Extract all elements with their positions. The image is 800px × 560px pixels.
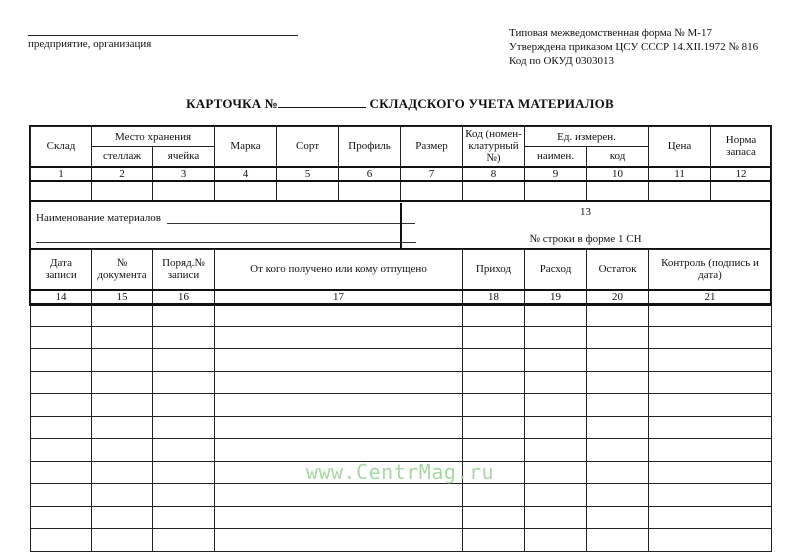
ledger-cell[interactable] [525, 304, 587, 327]
ledger-cell[interactable] [215, 371, 463, 394]
ledger-cell[interactable] [92, 304, 153, 327]
form-approval-line: Утверждена приказом ЦСУ СССР 14.XII.1972 № 816 [509, 41, 759, 53]
ledger-cell[interactable] [153, 326, 215, 349]
ledger-cell[interactable] [92, 439, 153, 462]
ledger-cell[interactable] [153, 371, 215, 394]
column-number: 12 [711, 167, 772, 181]
ledger-cell[interactable] [463, 326, 525, 349]
ledger-cell[interactable] [31, 304, 92, 327]
column-number: 20 [587, 290, 649, 304]
material-name-block[interactable] [30, 203, 400, 248]
entry-cell[interactable] [339, 181, 401, 201]
entry-cell[interactable] [92, 181, 153, 201]
card-title-suffix: СКЛАДСКОГО УЧЕТА МАТЕРИАЛОВ [369, 96, 614, 111]
ledger-cell[interactable] [153, 304, 215, 327]
ledger-cell[interactable] [525, 439, 587, 462]
column-number: 14 [31, 290, 92, 304]
ledger-cell[interactable] [215, 326, 463, 349]
ledger-cell[interactable] [587, 529, 649, 552]
material-name-label: Наименование материалов [36, 212, 162, 224]
ledger-cell[interactable] [649, 371, 772, 394]
card-title [0, 96, 800, 112]
ledger-cell[interactable] [463, 349, 525, 372]
ledger-row [31, 506, 772, 529]
ledger-cell[interactable] [587, 326, 649, 349]
column-number: 19 [525, 290, 587, 304]
ledger-row [31, 416, 772, 439]
entry-cell[interactable] [215, 181, 277, 201]
ledger-cell[interactable] [525, 349, 587, 372]
ledger-cell[interactable] [587, 506, 649, 529]
ledger-cell[interactable] [215, 394, 463, 417]
header-grade: Сорт [277, 127, 339, 167]
ledger-cell[interactable] [649, 394, 772, 417]
ledger-cell[interactable] [649, 304, 772, 327]
ledger-cell[interactable] [92, 529, 153, 552]
ledger-cell[interactable] [31, 529, 92, 552]
ledger-cell[interactable] [463, 439, 525, 462]
ledger-cell[interactable] [587, 304, 649, 327]
ledger-cell[interactable] [153, 439, 215, 462]
column-number: 17 [215, 290, 463, 304]
ledger-cell[interactable] [31, 506, 92, 529]
entry-cell[interactable] [525, 181, 587, 201]
ledger-cell[interactable] [649, 439, 772, 462]
sn-row-label: № строки в форме 1 СН [529, 233, 642, 245]
ledger-cell[interactable] [215, 349, 463, 372]
watermark: www.CentrMag.ru [305, 460, 495, 484]
ledger-row [31, 439, 772, 462]
ledger-row [31, 394, 772, 417]
ledger-cell[interactable] [463, 484, 525, 507]
ledger-cell[interactable] [153, 506, 215, 529]
ledger-cell[interactable] [525, 371, 587, 394]
column-number: 16 [153, 290, 215, 304]
ledger-cell[interactable] [587, 394, 649, 417]
ledger-row [31, 529, 772, 552]
header-control: Контроль (подпись и дата) [649, 250, 772, 290]
entry-cell[interactable] [31, 181, 92, 201]
column-13-number: 13 [580, 206, 591, 218]
ledger-cell[interactable] [587, 349, 649, 372]
ledger-cell[interactable] [463, 416, 525, 439]
ledger-cell[interactable] [215, 484, 463, 507]
ledger-cell[interactable] [31, 349, 92, 372]
ledger-row [31, 349, 772, 372]
ledger-cell[interactable] [649, 484, 772, 507]
column-number: 15 [92, 290, 153, 304]
ledger-cell[interactable] [92, 416, 153, 439]
header-from-to: От кого получено или кому отпущено [215, 250, 463, 290]
ledger-cell[interactable] [215, 304, 463, 327]
entry-cell[interactable] [649, 181, 711, 201]
ledger-cell[interactable] [215, 529, 463, 552]
ledger-cell[interactable] [153, 484, 215, 507]
ledger-cell[interactable] [31, 484, 92, 507]
column-number: 1 [31, 167, 92, 181]
entry-cell[interactable] [587, 181, 649, 201]
ledger-cell[interactable] [587, 371, 649, 394]
ledger-cell[interactable] [92, 506, 153, 529]
header-brand: Марка [215, 127, 277, 167]
header-expense: Расход [525, 250, 587, 290]
ledger-row [31, 326, 772, 349]
header-unit-code: код [587, 147, 649, 167]
ledger-cell[interactable] [649, 349, 772, 372]
material-name-line-2 [36, 242, 416, 243]
column-number: 18 [463, 290, 525, 304]
entry-cell[interactable] [463, 181, 525, 201]
header-profile: Профиль [339, 127, 401, 167]
header-record-date: Дата записи [31, 250, 92, 290]
ledger-row [31, 371, 772, 394]
entry-cell[interactable] [711, 181, 772, 201]
ledger-cell[interactable] [525, 416, 587, 439]
material-name-line [167, 223, 415, 224]
organization-line [28, 35, 298, 36]
ledger-cell[interactable] [215, 506, 463, 529]
header-record-seq: Поряд.№ записи [153, 250, 215, 290]
entry-cell[interactable] [277, 181, 339, 201]
ledger-cell[interactable] [525, 394, 587, 417]
top-table [30, 126, 772, 202]
header-document-number: № документа [92, 250, 153, 290]
ledger-cell[interactable] [587, 484, 649, 507]
form-info [509, 26, 758, 68]
header-balance: Остаток [587, 250, 649, 290]
ledger-cell[interactable] [215, 439, 463, 462]
ledger-cell[interactable] [587, 439, 649, 462]
header-price: Цена [649, 127, 711, 167]
header-warehouse: Склад [31, 127, 92, 167]
ledger-cell[interactable] [92, 349, 153, 372]
ledger-table [30, 249, 772, 552]
sn-row-block[interactable] [401, 203, 770, 248]
ledger-row [31, 304, 772, 327]
column-number: 9 [525, 167, 587, 181]
ledger-cell[interactable] [587, 416, 649, 439]
column-number: 3 [153, 167, 215, 181]
ledger-cell[interactable] [92, 326, 153, 349]
column-number: 8 [463, 167, 525, 181]
ledger-cell[interactable] [31, 326, 92, 349]
ledger-cell[interactable] [153, 394, 215, 417]
ledger-cell[interactable] [153, 529, 215, 552]
column-number: 5 [277, 167, 339, 181]
ledger-cell[interactable] [463, 506, 525, 529]
ledger-cell[interactable] [525, 484, 587, 507]
ledger-cell[interactable] [525, 326, 587, 349]
header-units: Ед. измерен. [525, 127, 649, 147]
column-number: 2 [92, 167, 153, 181]
header-cell: ячейка [153, 147, 215, 167]
ledger-cell[interactable] [525, 529, 587, 552]
header-size: Размер [401, 127, 463, 167]
ledger-cell[interactable] [649, 326, 772, 349]
card-title-prefix: КАРТОЧКА № [186, 96, 279, 111]
ledger-cell[interactable] [153, 349, 215, 372]
ledger-cell[interactable] [463, 304, 525, 327]
ledger-cell[interactable] [525, 506, 587, 529]
header-code: Код (номен-клатурный №) [463, 127, 525, 167]
column-number: 21 [649, 290, 772, 304]
ledger-cell[interactable] [92, 371, 153, 394]
entry-cell[interactable] [153, 181, 215, 201]
card-number-blank [278, 96, 366, 108]
column-number: 11 [649, 167, 711, 181]
ledger-cell[interactable] [92, 484, 153, 507]
column-number: 4 [215, 167, 277, 181]
ledger-cell[interactable] [463, 371, 525, 394]
ledger-cell[interactable] [31, 394, 92, 417]
header-storage-place: Место хранения [92, 127, 215, 147]
ledger-cell[interactable] [31, 416, 92, 439]
ledger-cell[interactable] [215, 416, 463, 439]
form-type-line: Типовая межведомственная форма № М-17 [509, 27, 712, 39]
column-number: 10 [587, 167, 649, 181]
ledger-cell[interactable] [463, 529, 525, 552]
ledger-cell[interactable] [92, 394, 153, 417]
ledger-cell[interactable] [649, 506, 772, 529]
column-number: 6 [339, 167, 401, 181]
header-rack: стеллаж [92, 147, 153, 167]
okud-code-line: Код по ОКУД 0303013 [509, 55, 614, 67]
header-receipt: Приход [463, 250, 525, 290]
ledger-cell[interactable] [31, 439, 92, 462]
header-stock-norm: Норма запаса [711, 127, 772, 167]
ledger-row [31, 484, 772, 507]
ledger-cell[interactable] [649, 416, 772, 439]
column-number: 7 [401, 167, 463, 181]
ledger-cell[interactable] [153, 416, 215, 439]
entry-cell[interactable] [401, 181, 463, 201]
organization-caption: предприятие, организация [28, 38, 152, 50]
header-unit-name: наимен. [525, 147, 587, 167]
ledger-cell[interactable] [463, 394, 525, 417]
ledger-cell[interactable] [649, 529, 772, 552]
ledger-cell[interactable] [31, 371, 92, 394]
